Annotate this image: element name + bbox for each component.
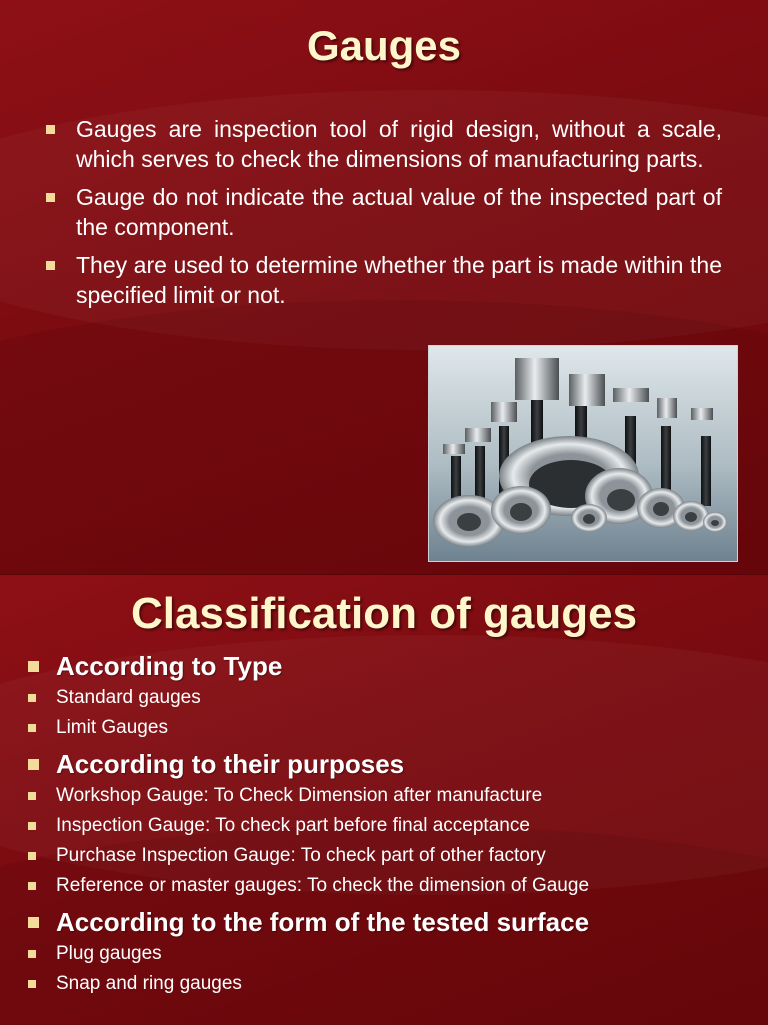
square-bullet-icon <box>46 125 55 134</box>
square-bullet-icon <box>28 724 36 732</box>
bullet-item: They are used to determine whether the part is made within the specified limit or not. <box>46 250 722 310</box>
square-bullet-icon <box>28 980 36 988</box>
slide-title: Gauges <box>306 22 462 69</box>
bullet-item: Gauge do not indicate the actual value of the inspected part of the component. <box>46 182 722 242</box>
section-heading: According to Type <box>28 649 748 683</box>
bullet-item: Gauges are inspection tool of rigid design, without a scale, which serves to check the dimensions of manufacturing parts. <box>46 114 722 174</box>
square-bullet-icon <box>28 852 36 860</box>
square-bullet-icon <box>28 661 39 672</box>
slide-classification <box>0 574 768 1025</box>
square-bullet-icon <box>46 193 55 202</box>
square-bullet-icon <box>28 822 36 830</box>
list-item: Snap and ring gauges <box>28 969 748 999</box>
square-bullet-icon <box>28 694 36 702</box>
list-item: Standard gauges <box>28 683 748 713</box>
section-heading: According to their purposes <box>28 747 748 781</box>
square-bullet-icon <box>28 950 36 958</box>
slide-title: Classification of gauges <box>130 589 638 638</box>
gauge-set-photo <box>428 345 738 562</box>
bullet-list <box>46 114 722 318</box>
section-heading: According to the form of the tested surface <box>28 905 748 939</box>
square-bullet-icon <box>28 882 36 890</box>
square-bullet-icon <box>28 759 39 770</box>
square-bullet-icon <box>28 917 39 928</box>
list-item: Workshop Gauge: To Check Dimension after manufacture <box>28 781 748 811</box>
list-item: Purchase Inspection Gauge: To check part of other factory <box>28 841 748 871</box>
classification-list <box>28 647 748 999</box>
list-item: Plug gauges <box>28 939 748 969</box>
square-bullet-icon <box>46 261 55 270</box>
list-item: Reference or master gauges: To check the dimension of Gauge <box>28 871 748 901</box>
list-item: Limit Gauges <box>28 713 748 743</box>
square-bullet-icon <box>28 792 36 800</box>
list-item: Inspection Gauge: To check part before final acceptance <box>28 811 748 841</box>
